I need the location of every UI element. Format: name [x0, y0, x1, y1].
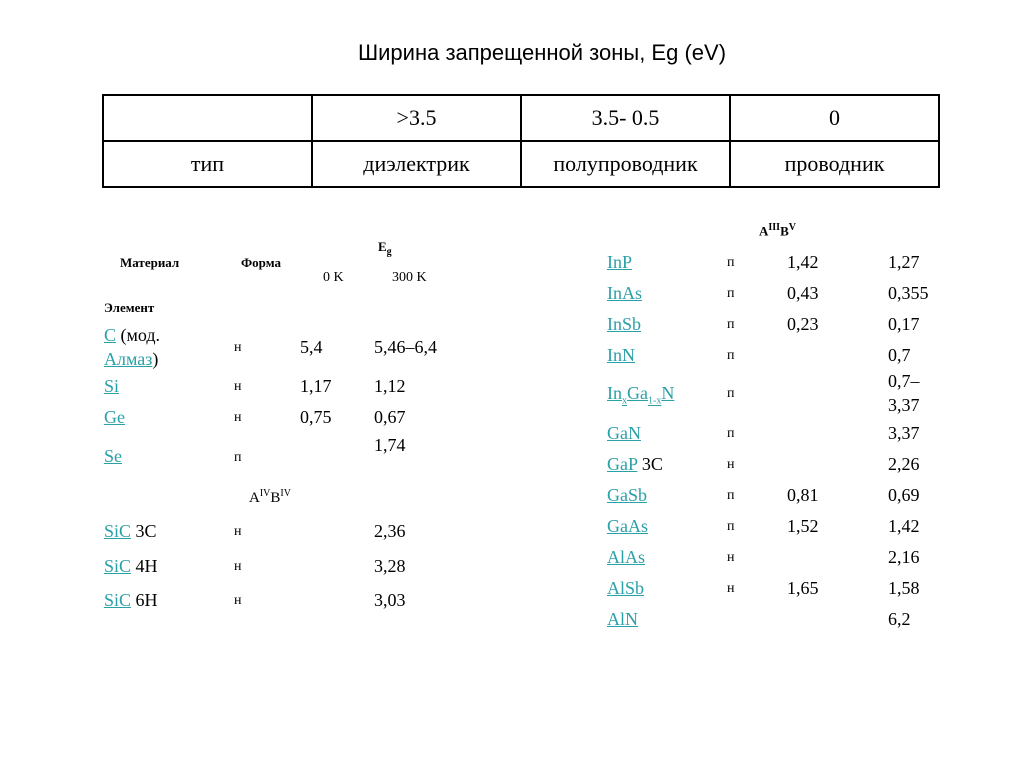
material-cell: [104, 407, 125, 428]
section-element: Элемент: [104, 300, 155, 315]
material-link[interactable]: GaN: [607, 423, 641, 443]
table-row: [103, 95, 939, 141]
table-row: [103, 141, 939, 187]
material-cell: [607, 345, 635, 366]
eg-0k-cell: 1,65: [787, 578, 819, 598]
form-cell: п: [727, 255, 735, 270]
material-cell: [607, 423, 641, 444]
material-link[interactable]: Алмаз: [104, 349, 153, 369]
header-0k: 0 K: [323, 270, 344, 285]
eg-0k-cell: 1,17: [300, 376, 332, 396]
eg-0k-cell: 0,23: [787, 314, 819, 334]
eg-300k-cell: 3,03: [374, 590, 406, 610]
material-link[interactable]: AlN: [607, 609, 638, 629]
form-cell: н: [234, 559, 242, 574]
material-link[interactable]: N: [661, 383, 675, 403]
header-eg-label: E: [378, 239, 387, 254]
material-cell: [104, 325, 160, 346]
material-cell: [104, 590, 158, 611]
table-cell: тип: [103, 141, 312, 187]
group-a: A: [249, 490, 260, 506]
group-aiiibv: [759, 222, 796, 239]
eg-300k-cell: 3,28: [374, 556, 406, 576]
eg-0k-cell: 5,4: [300, 337, 323, 357]
table-cell: диэлектрик: [312, 141, 521, 187]
material-link[interactable]: InAs: [607, 283, 642, 303]
material-link[interactable]: SiC: [104, 521, 132, 541]
material-link-sub[interactable]: 1-x: [648, 395, 662, 407]
band-gap-table: [102, 94, 940, 188]
header-material: Материал: [120, 255, 180, 270]
eg-300k-cell: 2,26: [888, 454, 920, 474]
form-cell: п: [727, 348, 735, 363]
eg-300k-cell: 0,355: [888, 283, 929, 303]
form-cell: н: [234, 524, 242, 539]
eg-300k-cell: 6,2: [888, 609, 911, 629]
group-a-sup: III: [768, 222, 781, 233]
form-cell: н: [234, 379, 242, 394]
form-cell: п: [727, 286, 735, 301]
material-suffix: 4H: [131, 556, 158, 576]
form-cell: н: [234, 340, 242, 355]
material-link[interactable]: C: [104, 325, 117, 345]
header-eg-sub: g: [386, 246, 392, 258]
form-cell: п: [234, 450, 242, 465]
eg-0k-cell: 0,43: [787, 283, 819, 303]
material-link[interactable]: AlSb: [607, 578, 645, 598]
eg-300k-cell: 1,27: [888, 252, 920, 272]
material-link[interactable]: InP: [607, 252, 633, 272]
material-suffix: ): [152, 349, 159, 369]
material-cell: [104, 376, 119, 397]
material-cell: [104, 521, 157, 542]
material-link[interactable]: In: [607, 383, 622, 403]
eg-300k-cell: 0,7: [888, 345, 911, 365]
eg-300k-cell: 5,46–6,4: [374, 337, 437, 357]
material-cell: [607, 383, 674, 407]
material-cell: [607, 314, 641, 335]
material-suffix: 3C: [131, 521, 157, 541]
table-cell: полупроводник: [521, 141, 730, 187]
material-cell: [104, 556, 158, 577]
form-cell: п: [727, 317, 735, 332]
material-link[interactable]: GaAs: [607, 516, 648, 536]
material-link[interactable]: GaSb: [607, 485, 647, 505]
material-link[interactable]: Ge: [104, 407, 125, 427]
material-cell: [607, 578, 644, 599]
header-eg: [378, 239, 392, 258]
eg-300k-cell: 3,37: [888, 423, 920, 443]
material-link[interactable]: GaP: [607, 454, 638, 474]
table-cell: 0: [730, 95, 939, 141]
group-b: B: [270, 490, 281, 506]
table-cell: >3.5: [312, 95, 521, 141]
material-cell-line2: [104, 349, 158, 370]
group-a-sup: IV: [259, 488, 271, 499]
eg-300k-cell: 1,58: [888, 578, 920, 598]
form-cell: н: [234, 410, 242, 425]
eg-300k-cell: 2,16: [888, 547, 920, 567]
eg-0k-cell: 1,52: [787, 516, 819, 536]
group-b-sup: IV: [280, 488, 291, 499]
eg-300k-cell-line2: 3,37: [888, 395, 920, 415]
form-cell: п: [727, 426, 735, 441]
form-cell: н: [727, 581, 735, 596]
eg-300k-cell: 1,74: [374, 435, 406, 455]
group-b-sup: V: [788, 222, 796, 233]
material-cell: [607, 252, 632, 273]
group-aivbiv: [249, 488, 291, 507]
eg-300k-cell: 1,42: [888, 516, 920, 536]
eg-0k-cell: 0,81: [787, 485, 819, 505]
form-cell: н: [727, 550, 735, 565]
table-cell: проводник: [730, 141, 939, 187]
eg-0k-cell: 1,42: [787, 252, 819, 272]
material-cell: [607, 609, 638, 630]
material-suffix: 3C: [637, 454, 663, 474]
form-cell: п: [727, 488, 735, 503]
form-cell: н: [234, 593, 242, 608]
header-form: Форма: [241, 255, 281, 270]
material-suffix: (мод.: [116, 325, 161, 345]
material-link[interactable]: SiC: [104, 590, 132, 610]
eg-300k-cell: 0,7–: [888, 371, 920, 391]
material-link-sub[interactable]: x: [622, 395, 627, 407]
material-cell: [607, 283, 642, 304]
form-cell: п: [727, 519, 735, 534]
material-cell: [607, 485, 647, 506]
page-title: Ширина запрещенной зоны, Eg (eV): [357, 40, 727, 65]
material-link[interactable]: Ga: [627, 383, 648, 403]
material-link[interactable]: Se: [104, 446, 122, 466]
group-b: B: [780, 223, 789, 239]
material-cell: [607, 516, 648, 537]
eg-300k-cell: 0,67: [374, 407, 406, 427]
eg-300k-cell: 2,36: [374, 521, 406, 541]
material-link[interactable]: InSb: [607, 314, 642, 334]
table-cell: [103, 95, 312, 141]
group-a: A: [759, 223, 769, 239]
material-link[interactable]: Si: [104, 376, 120, 396]
form-cell: н: [727, 457, 735, 472]
eg-0k-cell: 0,75: [300, 407, 332, 427]
table-cell: 3.5- 0.5: [521, 95, 730, 141]
material-suffix: 6H: [131, 590, 158, 610]
eg-300k-cell: 1,12: [374, 376, 406, 396]
material-cell: [607, 547, 645, 568]
header-300k: 300 K: [392, 270, 427, 285]
form-cell: п: [727, 386, 735, 401]
eg-300k-cell: 0,69: [888, 485, 920, 505]
material-cell: [104, 446, 122, 467]
material-cell: [607, 454, 663, 475]
material-link[interactable]: SiC: [104, 556, 132, 576]
material-link[interactable]: InN: [607, 345, 635, 365]
eg-300k-cell: 0,17: [888, 314, 920, 334]
material-link[interactable]: AlAs: [607, 547, 646, 567]
